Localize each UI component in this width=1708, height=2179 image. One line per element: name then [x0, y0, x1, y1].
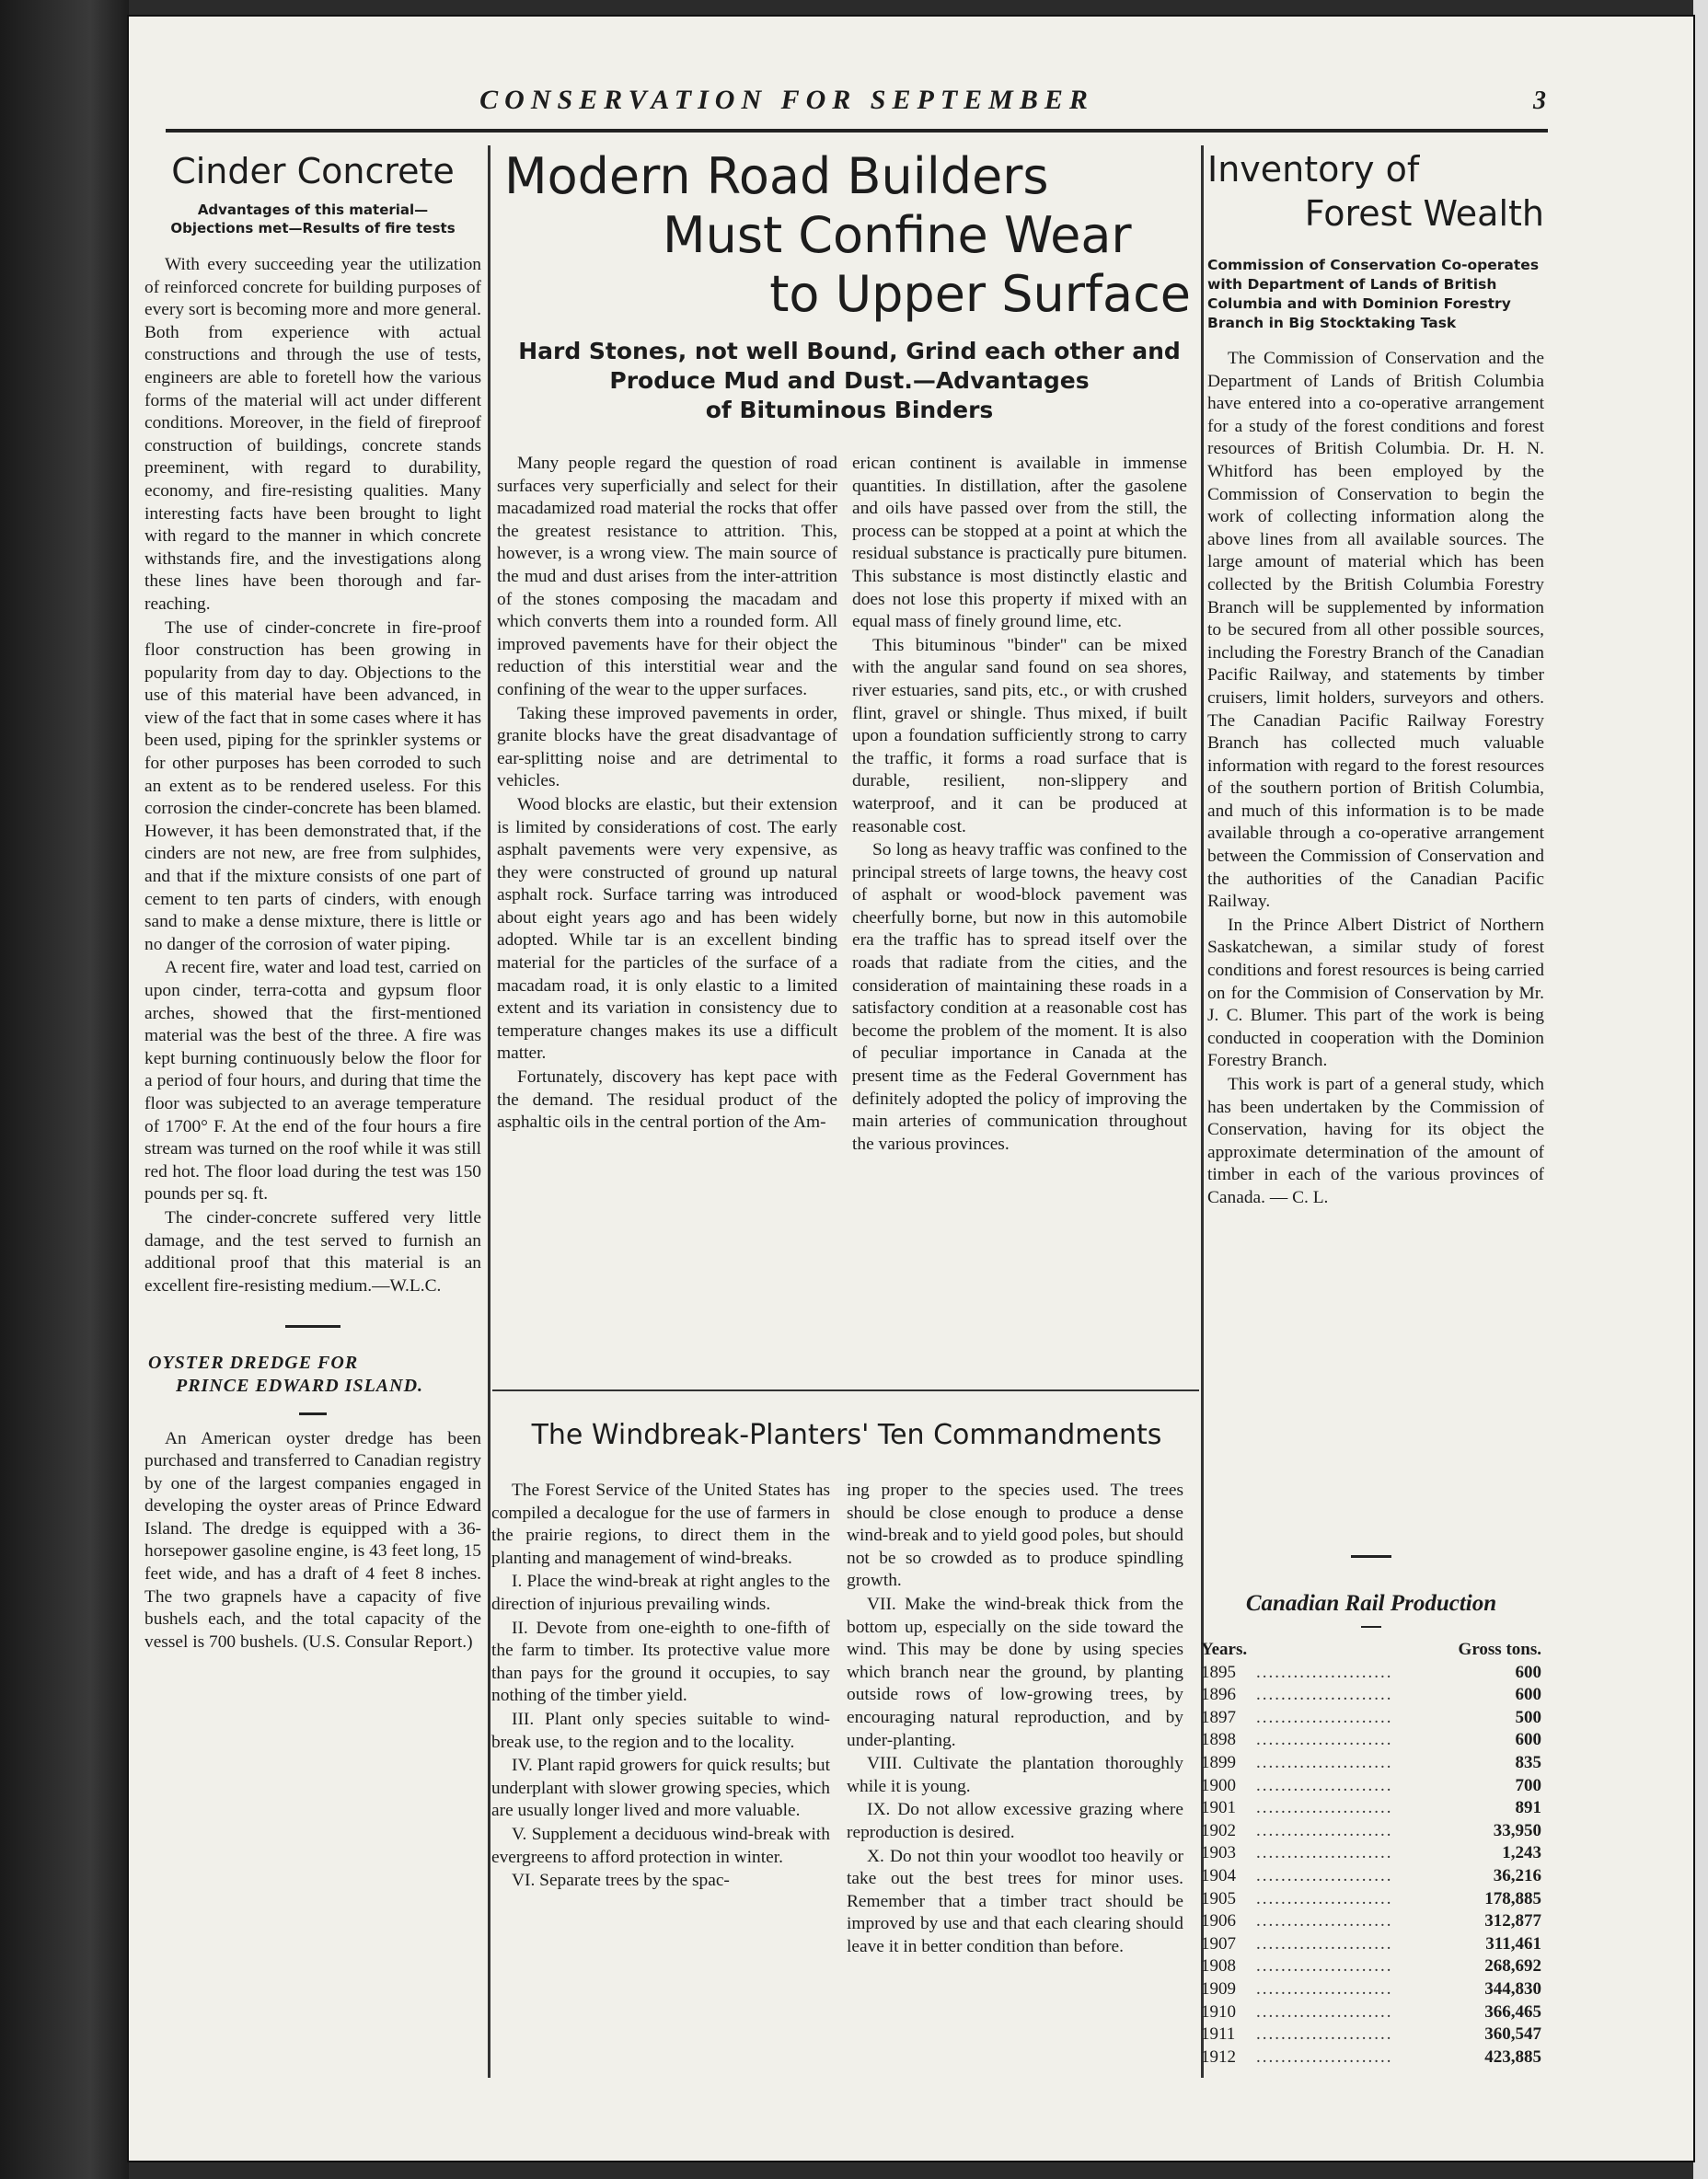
rail-tons: 600	[1515, 1730, 1541, 1750]
windbreak-paragraph: VII. Make the wind-break thick from the bottom up, especially on the side toward the wind. This may be done by using species which branch near the ground, by planting outside rows of low-growing trees, by encouraging natural reproduction, and by under-planting.	[847, 1594, 1183, 1750]
rail-year: 1899	[1201, 1752, 1236, 1772]
rail-section	[1201, 1555, 1541, 2069]
roads-paragraph: Many people regard the question of road surfaces very superficially and select for their macadamized road material the rocks that offer the greatest resistance to attrition. This, however, is a wrong view. The main source of the mud and dust arises from the inter-attrition of the stones composing the macadam and which converts them into a rounded form. All improved pavements have for their object the reduction of this interstitial wear and the confining of the wear to the upper surfaces.	[497, 454, 837, 699]
rail-year: 1908	[1201, 1956, 1236, 1977]
dot-leader: ......................	[1256, 1956, 1393, 1977]
rail-tons: 600	[1515, 1662, 1541, 1682]
rail-row	[1201, 1820, 1541, 1843]
rail-year: 1907	[1201, 1933, 1236, 1954]
rail-row	[1201, 1842, 1541, 1865]
rail-tons: 268,692	[1484, 1956, 1541, 1977]
rail-row	[1201, 1729, 1541, 1752]
roads-paragraph: This bituminous "binder" can be mixed with the angular sand found on sea shores, river estuaries, sand pits, etc., or with crushed flint, gravel or shingle. Thus mixed, if built upon a foundation sufficiently strong to carry the traffic, it forms a road surface that is durable, resilient, non-slippery and waterproof, and it can be produced at reasonable cost.	[852, 635, 1187, 836]
page-number: 3	[1533, 86, 1546, 115]
rail-year: 1895	[1201, 1662, 1236, 1682]
windbreak-title: The Windbreak-Planters' Ten Commandments	[531, 1419, 1162, 1451]
dot-leader: ......................	[1256, 1685, 1393, 1705]
rail-tons: 500	[1515, 1707, 1541, 1727]
divider	[1351, 1555, 1391, 1558]
cinder-paragraph: The cinder-concrete suffered very little damage, and the test served to furnish an additional proof that this material is an excellent fire-resisting medium.—W.L.C.	[144, 1207, 481, 1296]
rail-row	[1201, 2023, 1541, 2046]
windbreak-paragraph: IX. Do not allow excessive grazing where reproduction is desired.	[847, 1800, 1183, 1842]
roads-paragraph: erican continent is available in immense quantities. In distillation, after the gasolene and oils have passed over from the still, the process can be stopped at a point at which the residual substance is practically pure bitumen. This substance is most distinctly elastic and does not lose this property if mixed with an equal mass of finely ground lime, etc.	[852, 454, 1187, 632]
rail-tons: 178,885	[1484, 1888, 1541, 1908]
rail-year: 1905	[1201, 1888, 1236, 1908]
inventory-title-2: Forest Wealth	[1304, 193, 1544, 234]
rail-year: 1898	[1201, 1730, 1236, 1750]
rail-tons: 33,950	[1493, 1820, 1541, 1840]
rail-year: 1902	[1201, 1820, 1236, 1840]
roads-deck-1: Hard Stones, not well Bound, Grind each other and	[518, 338, 1181, 364]
dot-leader: ......................	[1256, 1888, 1393, 1908]
running-head: CONSERVATION FOR SEPTEMBER	[479, 85, 1094, 115]
book-gutter-shadow	[0, 0, 129, 2179]
page-edge	[1693, 0, 1708, 2179]
rail-row	[1201, 1662, 1541, 1685]
roads-headline	[504, 147, 1194, 425]
cinder-title: Cinder Concrete	[171, 151, 455, 191]
dot-leader: ......................	[1256, 2001, 1393, 2022]
rail-row	[1201, 1775, 1541, 1798]
rail-year: 1904	[1201, 1865, 1236, 1885]
rail-tons: 344,830	[1484, 1978, 1541, 1999]
dot-leader: ......................	[1256, 1752, 1393, 1772]
rail-row	[1201, 1955, 1541, 1978]
rail-header-row	[1201, 1639, 1541, 1662]
divider	[285, 1325, 340, 1328]
dot-leader: ......................	[1256, 1662, 1393, 1682]
windbreak-column-1	[491, 1480, 830, 1893]
cinder-paragraph: A recent fire, water and load test, carried on upon cinder, terra-cotta and gypsum floor arches, showed that the first-mentioned material was the best of the three. A fire was kept burning continuously below the floor for a period of four hours, and during that time the floor was subjected to an average temperature of 1700° F. At the end of the four hours a fire stream was turned on the roof while it was still red hot. The floor load during the test was 150 pounds per sq. ft.	[144, 958, 481, 1205]
windbreak-paragraph: VI. Separate trees by the spac-	[512, 1871, 730, 1891]
dot-leader: ......................	[1256, 1707, 1393, 1727]
roads-paragraph: Taking these improved pavements in order, granite blocks have the great disadvantage of ear-splitting noise and are detrimental to vehicles.	[497, 703, 837, 791]
divider	[299, 1412, 327, 1415]
rail-year: 1897	[1201, 1707, 1236, 1727]
rail-tons: 600	[1515, 1685, 1541, 1705]
rail-tons: 423,885	[1484, 2046, 1541, 2067]
rail-row	[1201, 2001, 1541, 2024]
oyster-paragraph: An American oyster dredge has been purchased and transferred to Canadian registry by one of the largest companies engaged in developing the oyster areas of Prince Edward Island. The dredge is equipped with a 36-horsepower gasoline engine, is 43 feet long, 15 feet wide, and has a draft of 4 feet 8 inches. The two grapnels have a capacity of five bushels each, and the total capacity of the vessel is 700 bushels. (U.S. Consular Report.)	[144, 1428, 481, 1652]
rail-row	[1201, 1933, 1541, 1956]
dot-leader: ......................	[1256, 1865, 1393, 1885]
rail-table	[1201, 1639, 1541, 2069]
rail-year: 1912	[1201, 2046, 1236, 2067]
rail-row	[1201, 1910, 1541, 1933]
rail-header-years: Years.	[1201, 1640, 1248, 1659]
cinder-paragraph: The use of cinder-concrete in fire-proof floor construction has been growing in popularity from day to day. Objections to the use of this material have been advanced, in view of the fact that in some cases where it has been used, piping for the sprinkler systems or for other purposes has been corroded to such an extent as to be rendered useless. For this corrosion the cinder-concrete has been blamed. However, it has been demonstrated that, if the cinders are not new, are free from sulphides, and that if the mixture consists of one part of cement to ten parts of cinders, with enough sand to make a dense mixture, there is little or no danger of the corrosion of water piping.	[144, 617, 481, 954]
dot-leader: ......................	[1256, 1798, 1393, 1818]
windbreak-paragraph: The Forest Service of the United States has compiled a decalogue for the use of farmers in the prairie regions, to direct them in the planting and management of wind-breaks.	[491, 1481, 830, 1568]
windbreak-paragraph: V. Supplement a deciduous wind-break with evergreens to afford protection in winter.	[491, 1824, 830, 1867]
rail-row	[1201, 2046, 1541, 2069]
rail-year: 1900	[1201, 1775, 1236, 1795]
windbreak-column-2	[847, 1480, 1183, 1958]
roads-paragraph: Wood blocks are elastic, but their extension is limited by considerations of cost. The early asphalt pavements were very expensive, as they were constructed of ground up natural asphalt rock. Surface tarring was introduced about eight years ago and has been widely adopted. While tar is an excellent binding material for the particles of the surface of a macadam road, it is only elastic to a limited extent and its variation in consistency due to temperature changes makes its use a difficult matter.	[497, 794, 837, 1064]
rail-header-tons: Gross tons.	[1458, 1640, 1541, 1659]
dot-leader: ......................	[1256, 1775, 1393, 1795]
roads-title-1: Modern Road Builders	[504, 147, 1049, 205]
dot-leader: ......................	[1256, 1933, 1393, 1954]
windbreak-paragraph: I. Place the wind-break at right angles to the direction of injurious prevailing winds.	[491, 1572, 830, 1614]
roads-column-2	[852, 453, 1187, 1156]
divider	[1361, 1626, 1381, 1628]
inventory-paragraph: The Commission of Conservation and the Department of Lands of British Columbia have entered into a co-operative arrangement for a study of the forest conditions and forest resources of British Columbia. Dr. H. N. Whitford has been employed by the Commission of Conservation to begin the work of collecting information along the above lines from all available sources. The large amount of material which has been collected by the British Columbia Forestry Branch will be supplemented by information to be secured from all other possible sources, including the Forestry Branch of the Canadian Pacific Railway, and statements by timber cruisers, limit holders, surveyors and others. The Canadian Pacific Railway Forestry Branch has collected much valuable information with regard to the forest resources of the southern portion of British Columbia, and much of this information is to be made available through a co-operative arrangement between the Commission of Conservation and the authorities of the Canadian Pacific Railway.	[1207, 349, 1544, 912]
windbreak-paragraph: X. Do not thin your woodlot too heavily or take out the best trees for minor uses. Remember that a timber tract should be improved by use and that each clearing should leave it in better condition than before.	[847, 1846, 1183, 1956]
dot-leader: ......................	[1256, 1730, 1393, 1750]
rail-year: 1901	[1201, 1798, 1236, 1818]
windbreak-paragraph: IV. Plant rapid growers for quick results; but underplant with slower growing species, which are usually longer lived and more valuable.	[491, 1756, 830, 1821]
dot-leader: ......................	[1256, 1820, 1393, 1840]
rail-tons: 1,243	[1502, 1843, 1541, 1863]
rail-tons: 700	[1515, 1775, 1541, 1795]
rail-row	[1201, 1888, 1541, 1911]
rail-year: 1903	[1201, 1843, 1236, 1863]
rail-tons: 311,461	[1485, 1933, 1541, 1954]
rail-year: 1906	[1201, 1911, 1236, 1931]
cinder-article	[144, 147, 481, 1654]
rail-row	[1201, 1797, 1541, 1820]
rail-row	[1201, 1684, 1541, 1707]
oyster-title-1: OYSTER DREDGE FOR	[148, 1353, 359, 1374]
roads-title-3: to Upper Surface	[769, 265, 1191, 323]
rail-year: 1910	[1201, 2001, 1236, 2022]
rail-tons: 891	[1515, 1798, 1541, 1818]
rail-row	[1201, 1865, 1541, 1888]
roads-title-2: Must Confine Wear	[663, 206, 1132, 264]
roads-column-1	[497, 453, 837, 1135]
dot-leader: ......................	[1256, 2046, 1393, 2067]
inventory-title-1: Inventory of	[1207, 149, 1420, 190]
dot-leader: ......................	[1256, 1911, 1393, 1931]
oyster-title-2: PRINCE EDWARD ISLAND.	[176, 1375, 424, 1396]
rail-tons: 36,216	[1493, 1865, 1541, 1885]
roads-paragraph: Fortunately, discovery has kept pace with the demand. The residual product of the asphaltic oils in the central portion of the Am-	[497, 1067, 837, 1133]
rail-year: 1911	[1201, 2024, 1236, 2045]
rail-tons: 835	[1515, 1752, 1541, 1772]
dot-leader: ......................	[1256, 1978, 1393, 1999]
dot-leader: ......................	[1256, 1843, 1393, 1863]
windbreak-paragraph: VIII. Cultivate the plantation thoroughly while it is young.	[847, 1754, 1183, 1796]
rail-row	[1201, 1707, 1541, 1730]
cinder-deck: Advantages of this material—Objections met—Results of fire tests	[170, 202, 456, 236]
rail-row	[1201, 1752, 1541, 1775]
section-rule	[492, 1389, 1199, 1391]
rail-row	[1201, 1978, 1541, 2001]
header-rule	[166, 129, 1548, 133]
rail-year: 1909	[1201, 1978, 1236, 1999]
cinder-paragraph: With every succeeding year the utilization of reinforced concrete for building purposes of every sort is becoming more and more general. Both from experience with actual constructions and through the use of tests, engineers are able to foretell how the various forms of the material will act under different conditions. Moreover, in the field of fireproof construction of buildings, concrete stands preeminent, with regard to durability, economy, and fire-resisting qualities. Many interesting facts have been brought to light with regard to the manner in which concrete withstands fire, and the investigations along these lines have been thorough and far-reaching.	[144, 255, 481, 614]
rail-tons: 366,465	[1484, 2001, 1541, 2022]
windbreak-paragraph: II. Devote from one-eighth to one-fifth of the farm to timber. Its protective value more than pays for the ground it occupies, to say nothing of the timber yield.	[491, 1618, 830, 1706]
windbreak-paragraph: III. Plant only species suitable to wind-break use, to the region and to the locality.	[491, 1709, 830, 1752]
dot-leader: ......................	[1256, 2024, 1393, 2045]
roads-deck-3: of Bituminous Binders	[705, 397, 994, 423]
inventory-article	[1207, 147, 1544, 1210]
inventory-paragraph: In the Prince Albert District of Northern Saskatchewan, a similar study of forest conditions and forest resources is being carried on for the Commision of Conservation by Mr. J. C. Blumer. This part of the work is being conducted in cooperation with the Dominion Forestry Branch.	[1207, 915, 1544, 1071]
inventory-deck: Commission of Conservation Co-operates with Department of Lands of British Columbia and with Dominion Forestry Branch in Big Stocktaking Task	[1207, 257, 1540, 331]
roads-paragraph: So long as heavy traffic was confined to the principal streets of large towns, the heavy cost of asphalt or wood-block pavement was cheerfully borne, but now in this automobile era the traffic has to spread itself over the roads that radiate from the cities, and the consideration of maintaining these roads in a satisfactory condition at a reasonable cost has become the problem of the moment. It is also of peculiar importance in Canada at the present time as the Federal Government has definitely adopted the policy of improving the main arteries of communication throughout the various provinces.	[852, 840, 1187, 1154]
rail-tons: 312,877	[1484, 1911, 1541, 1931]
rail-year: 1896	[1201, 1685, 1236, 1705]
inventory-paragraph: This work is part of a general study, which has been undertaken by the Commission of Conservation, having for its object the approximate determination of the amount of timber in each of the various provinces of Canada. — C. L.	[1207, 1075, 1544, 1207]
roads-deck-2: Produce Mud and Dust.—Advantages	[609, 367, 1090, 394]
windbreak-paragraph: ing proper to the species used. The trees should be close enough to produce a dense wind-break and to yield good poles, but should not be so crowded as to produce spindling growth.	[847, 1481, 1183, 1591]
column-rule-1	[488, 145, 490, 2078]
rail-title: Canadian Rail Production	[1245, 1591, 1497, 1616]
rail-tons: 360,547	[1484, 2024, 1541, 2045]
